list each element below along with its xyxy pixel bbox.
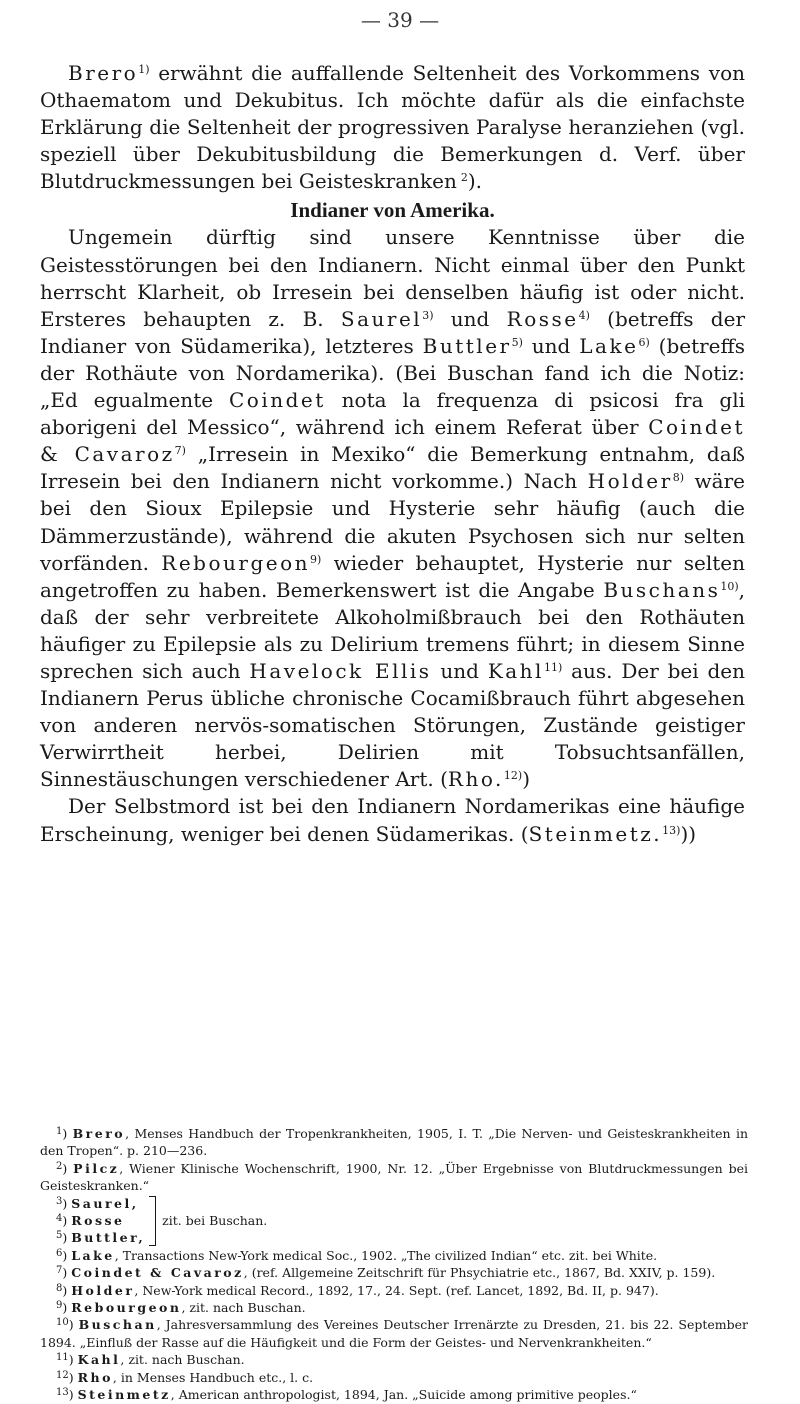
footnote-group-3-5 [40,1195,748,1247]
footnote-12: $^{12}$) Rho, in Menses Handbuch etc., l. c. [56,1369,314,1385]
author-name: Kahl [487,658,544,683]
footnote-ref: 9) [310,552,322,566]
brace-icon [149,1196,156,1246]
footnote-ref: 6) [638,335,650,349]
paragraph-brero: Brero$^{1)}$ erwähnt die auffallende Seltenheit des Vorkommens von Othaematom und Dekubitus. Ich möchte dafür als die einfachste Erklärung die Seltenheit der progressiven Paralyse heranziehen (vgl. speziell über Dekubitusbildung die Bemerkungen d. Verf. über Blutdruckmessungen bei Geisteskranken $^2$). [40,61,745,194]
author-name: Saurel [340,306,423,331]
author-name: Rosse [506,306,579,331]
footnote-13: $^{13}$) Steinmetz, American anthropologist, 1894, Jan. „Suicide among primitive peoples.“ [56,1387,637,1403]
footnote-ref: 12) [503,769,523,783]
section-heading: Indianer von Amerika. [290,198,495,223]
footnote-ref: 11) [543,660,563,674]
page-number: — 39 — [360,8,440,32]
group-citation: zit. bei Buschan. [162,1213,268,1229]
author-name: Buschans [603,577,721,602]
author-name: Steinmetz. [528,821,663,846]
author-name: Coindet & Cavaroz [40,415,745,467]
footnote-ref: 10) [720,579,739,593]
footnote-ref: 4) [578,308,590,322]
footnote-1: $^1$) Brero, Menses Handbuch der Tropenkrankheiten, 1905, I. T. „Die Nerven- und Geisteskrankheiten in den Tropen“. p. 210—236. [40,1126,748,1159]
footnote-2: $^2$) Pilcz, Wiener Klinische Wochenschrift, 1900, Nr. 12. „Über Ergebnisse von Blutdruckmessungen bei Geisteskranken.“ [40,1160,748,1194]
footnote-ref: 2 [460,171,468,185]
author-name: Havelock Ellis [249,658,432,683]
main-text [40,60,745,848]
footnote-9: $^9$) Rebourgeon, zit. nach Buschan. [56,1300,306,1316]
footnote-3: $^3$) Saurel, [56,1195,139,1211]
author-name: Lake [579,333,639,358]
footnote-10: $^{10}$) Buschan, Jahresversammlung des Vereines Deutscher Irrenärzte zu Dresden, 21. bis 22. September 1894. „Einfluß der Rasse auf die Häufigkeit und die Form der Geistes- und Nervenkrankheiten.“ [40,1317,749,1350]
footnote-ref: 13) [662,823,681,837]
footnote-ref: 1) [138,63,150,76]
paragraph-indianer: Ungemein dürftig sind unsere Kenntnisse über die Geistesstörungen bei den Indianern. Nicht einmal über den Punkt herrscht Klarheit, ob Irresein bei denselben häufig ist oder nicht. Ersteres behaupten z. B. Saurel$^{3)}$ und Rosse$^{4)}$ (betreffs der Indianer von Südamerika), letzteres Buttler$^{5)}$ und Lake$^{6)}$ (betreffs der Rothäute von Nordamerika). (Bei Buschan fand ich die Notiz: „Ed egualmente Coindet nota la frequenza di psicosi fra gli aborigeni del Messico“, während ich einem Referat über Coindet & Cavaroz$^{7)}$ „Irresein in Mexiko“ die Bemerkung entnahm, daß Irresein bei den Indianern nicht vorkomme.) Nach Holder$^{8)}$ wäre bei den Sioux Epilepsie und Hysterie sehr häufig (auch die Dämmerzustände), während die akuten Psychosen sich nur selten vorfänden. Rebourgeon$^{9)}$ wieder behauptet, Hysterie nur selten angetroffen zu haben. Bemerkenswert ist die Angabe Buschans$^{10)}$, daß der sehr verbreitete Alkoholmißbrauch bei den Rothäuten häufiger zu Epilepsie als zu Delirium tremens führt; in diesem Sinne sprechen sich auch Havelock Ellis und Kahl$^{11)}$ aus. Der bei den Indianern Perus übliche chronische Cocamißbrauch führt abgesehen von anderen nervös-somatischen Störungen, Zustände geistiger Verwirrtheit herbei, Delirien mit Tobsuchtsanfällen, Sinnestäuschungen verschiedener Art. (Rho.$^{12)}$) [40,225,746,792]
footnote-ref: 5) [511,335,523,349]
footnote-11: $^{11}$) Kahl, zit. nach Buschan. [56,1352,245,1368]
footnote-4: $^4$) Rosse [56,1213,125,1229]
footnote-ref: 3) [422,308,434,322]
author-name: Coindet [228,388,326,413]
author-name: Holder [587,469,673,494]
footnotes [40,1125,748,1404]
paragraph-selbstmord: Der Selbstmord ist bei den Indianern Nordamerikas eine häufige Erscheinung, weniger bei denen Südamerikas. (Steinmetz.$^{13)}$)) [40,794,745,846]
author-name: Rebourgeon [161,550,311,575]
footnote-ref: 7) [174,444,186,458]
author-name: Brero [68,61,139,85]
author-name: Buttler [422,333,512,358]
footnote-8: $^8$) Holder, New-York medical Record., 1892, 17., 24. Sept. (ref. Lancet, 1892, Bd. II, p. 947). [56,1282,659,1298]
footnote-5: $^5$) Buttler, [56,1230,146,1246]
footnote-7: $^7$) Coindet & Cavaroz, (ref. Allgemeine Zeitschrift für Phsychiatrie etc., 1867, Bd. XXIV, p. 159). [56,1265,716,1281]
footnote-ref: 8) [672,471,684,485]
footnote-6: $^6$) Lake, Transactions New-York medical Soc., 1902. „The civilized Indian“ etc. zit. bei White. [56,1247,658,1263]
author-name: Rho. [447,767,504,792]
